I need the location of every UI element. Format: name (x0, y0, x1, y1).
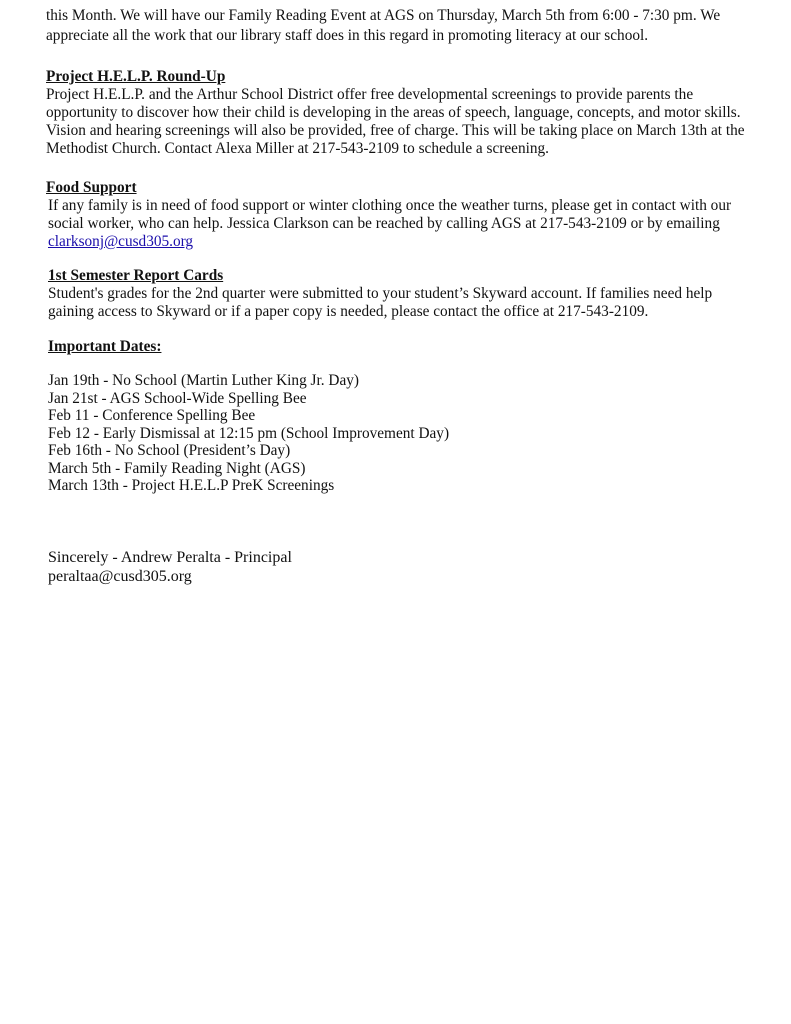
date-item: Feb 12 - Early Dismissal at 12:15 pm (School Improvement Day) (48, 424, 450, 442)
intro-paragraph (46, 6, 776, 46)
date-item: Feb 11 - Conference Spelling Bee (48, 407, 256, 424)
social-worker-email-link[interactable]: clarksonj@cusd305.org (48, 233, 194, 250)
important-dates-heading: Important Dates: (48, 338, 162, 355)
food-support-heading: Food Support (46, 179, 137, 196)
food-support-body (46, 197, 758, 251)
date-item: Jan 21st - AGS School-Wide Spelling Bee (48, 389, 307, 407)
food-support-section (46, 179, 758, 251)
signature-line: Sincerely - Andrew Peralta - Principal (48, 549, 292, 566)
project-help-body: Project H.E.L.P. and the Arthur School District offer free developmental screenings to provide parents the opportunity to discover how their child is developing in the areas of speech, language, concepts, and motor skills. Vision and hearing screenings will also be provided, free of charge. This will be taking place on March 13th at the Methodist Church. Contact Alexa Miller at 217-543-2109 to schedule a screening. (46, 86, 745, 157)
report-cards-body: Student's grades for the 2nd quarter were submitted to your student’s Skyward account. If families need help gaining access to Skyward or if a paper copy is needed, please contact the office at 217-543-2109. (48, 285, 713, 320)
important-dates-section (48, 338, 648, 495)
date-item: Jan 19th - No School (Martin Luther King Jr. Day) (48, 372, 359, 389)
food-support-text: If any family is in need of food support or winter clothing once the weather turns, please get in contact with our social worker, who can help. Jessica Clarkson can be reached by calling AGS at 217-543-2109 or by emailing (48, 197, 732, 232)
intro-line-2: appreciate all the work that our library staff does in this regard in promoting literacy at our school. (46, 27, 649, 44)
date-item: March 5th - Family Reading Night (AGS) (48, 459, 306, 477)
project-help-section (46, 68, 758, 158)
principal-email: peraltaa@cusd305.org (48, 568, 192, 585)
date-item: Feb 16th - No School (President’s Day) (48, 442, 291, 459)
project-help-heading: Project H.E.L.P. Round-Up (46, 68, 226, 85)
important-dates-list (48, 372, 648, 495)
intro-line-1: this Month. We will have our Family Reading Event at AGS on Thursday, March 5th from 6:00 - 7:30 pm. We (46, 7, 721, 24)
report-cards-section (48, 267, 760, 321)
date-item: March 13th - Project H.E.L.P PreK Screenings (48, 477, 335, 494)
report-cards-heading: 1st Semester Report Cards (48, 267, 224, 284)
signature-block (48, 548, 548, 586)
